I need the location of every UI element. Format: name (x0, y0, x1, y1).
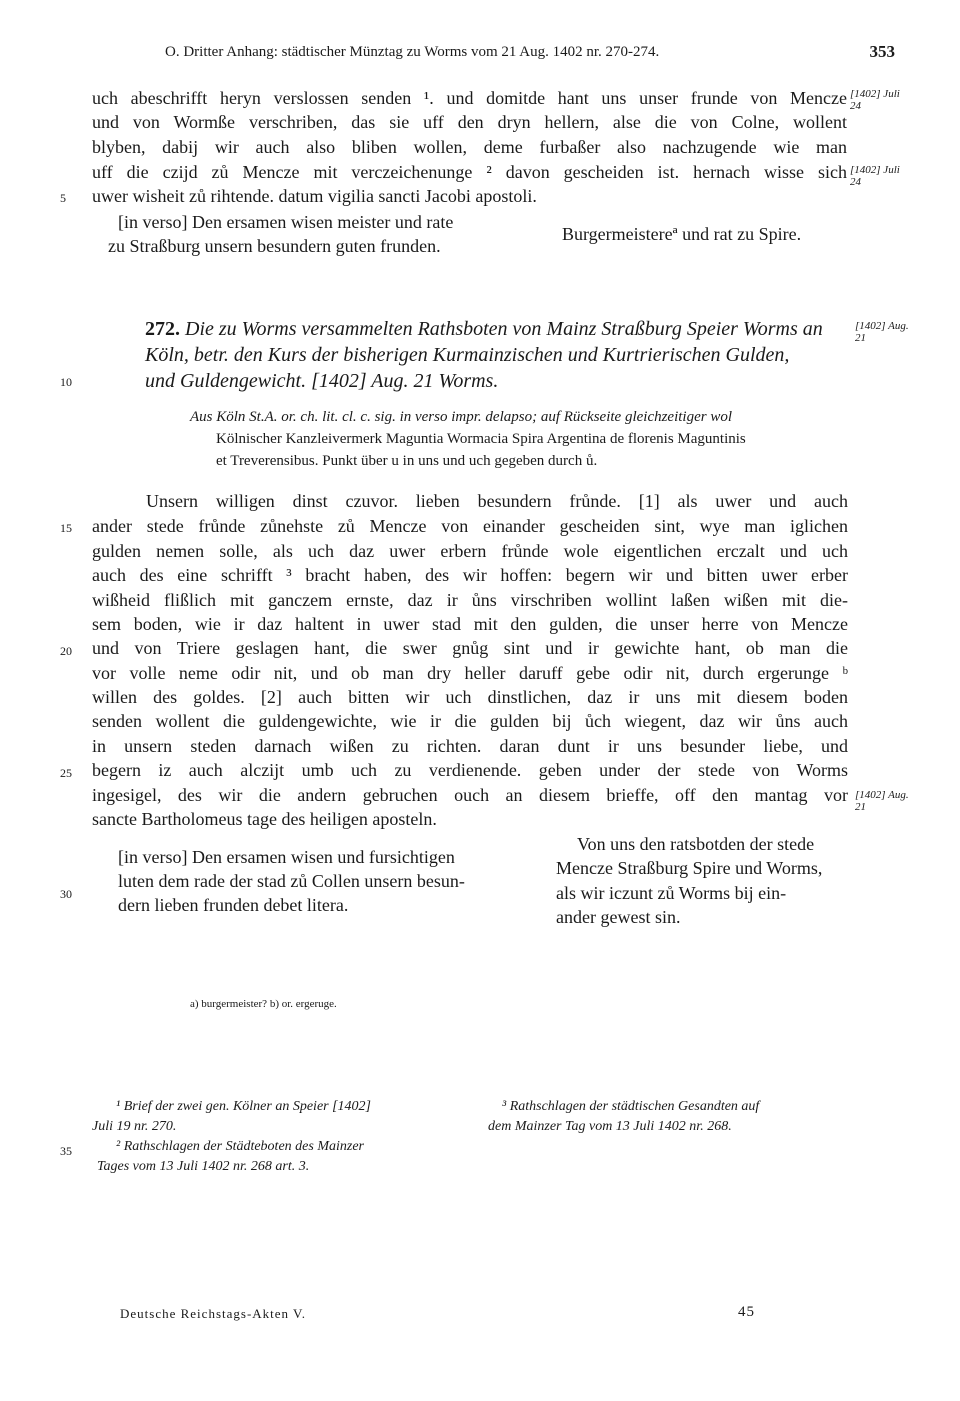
margin-date: [1402] Juli 24 (850, 164, 900, 188)
text-line: Unsern willigen dinst czuvor. lieben besundern frůnde. [1] als uwer und auch (146, 491, 848, 511)
running-title: O. Dritter Anhang: städtischer Münztag zu Worms vom 21 Aug. 1402 nr. 270-274. (165, 44, 660, 60)
text-line: auch des eine schrifft ³ bracht haben, des wir hoffen: begern wir und bitten uwer erber (92, 565, 848, 585)
text-line: willen des goldes. [2] auch bitten wir uch dinstlichen, daz ir uns mit diesem boden (92, 687, 848, 707)
text-line: uch abeschrifft heryn verslossen senden ¹. und domitde hant uns unser frunde von Mencze (92, 88, 847, 108)
footnote-line: Tages vom 13 Juli 1402 nr. 268 art. 3. (97, 1159, 310, 1174)
sender-line: ander gewest sin. (556, 907, 681, 927)
text-line: gulden nemen solle, als uch daz uwer erbern frůnde wole eigentlichen erczalt und uch (92, 541, 848, 561)
sender-line: Von uns den ratsbotden der stede (577, 834, 815, 854)
text-line: uwer wisheit zů rihtende. datum vigilia sancti Jacobi apostoli. (92, 186, 537, 206)
doc-number: 272. (145, 318, 180, 340)
page-number: 353 (869, 42, 895, 61)
source-line: Kölnischer Kanzleivermerk Maguntia Wormacia Spira Argentina de florenis Maguntinis (216, 431, 746, 447)
footnote-line: Juli 19 nr. 270. (92, 1119, 177, 1134)
line-number: 25 (60, 766, 72, 780)
footnote-line: ¹ Brief der zwei gen. Kölner an Speier [1402] (116, 1099, 372, 1114)
text-line: in unsern steden darnach wißen zu richten. daran dunt ir uns besunder liebe, und (92, 736, 848, 756)
text-line: blyben, dabij wir auch also bliben wollen, deme furbaßer also nachzugende wie man (92, 137, 847, 157)
text-line: sem boden, wie ir daz haltent in uwer stad mit den gulden, die unser herre von Mencze (92, 614, 848, 634)
text-line: wißheid flißlich mit ganczem ernste, daz ir ůns virschriben wollint laßen wißen mit die- (92, 590, 848, 610)
text-line: senden wollent die guldengewichte, wie ir die gulden bij ůch wiegent, daz wir ůns auch (92, 711, 848, 731)
text-line: uff die czijd zů Mencze mit verczeichenunge ² davon gescheiden ist. hernach wisse sich (92, 162, 847, 182)
text-line: ingesigel, des wir die andern gebruchen ouch an diesem brieffe, off den mantag vor (92, 785, 848, 805)
footnote-line: dem Mainzer Tag vom 13 Juli 1402 nr. 268. (488, 1119, 732, 1134)
line-number: 20 (60, 644, 72, 658)
footer-series: Deutsche Reichstags-Akten V. (120, 1306, 307, 1321)
sender-line: als wir iczunt zů Worms bij ein- (556, 883, 787, 903)
line-number: 35 (60, 1144, 72, 1158)
line-number: 10 (60, 375, 72, 389)
doc-title-line: Köln, betr. den Kurs der bisherigen Kurmainzischen und Kurtrierischen Gulden, (145, 344, 790, 366)
verso-address: zu Straßburg unsern besundern guten frunden. (108, 236, 441, 256)
doc-title-line (145, 318, 823, 341)
footnote-line: ³ Rathschlagen der städtischen Gesandten auf (502, 1099, 760, 1114)
line-number: 30 (60, 887, 72, 901)
doc-title-line: und Guldengewicht. [1402] Aug. 21 Worms. (145, 370, 499, 392)
text-line: sancte Bartholomeus tage des heiligen aposteln. (92, 809, 437, 829)
running-header (165, 44, 895, 61)
sender-line: Mencze Straßburg Spire und Worms, (556, 858, 823, 878)
margin-date: [1402] Aug. 21 (855, 789, 909, 813)
text-line: ander stede frůnde zůnehste zů Mencze von einander gescheiden sint, wye man iglichen (92, 516, 848, 536)
verso-line: [in verso] Den ersamen wisen und fursichtigen (118, 847, 455, 867)
sender-signature: Burgermeistereª und rat zu Spire. (562, 224, 802, 244)
text-line: und von Wormße verschriben, das sie uff den dryn hellern, alse die von Colne, wollent (92, 112, 847, 132)
source-line: et Treverensibus. Punkt über u in uns und uch gegeben durch ů. (216, 453, 598, 469)
doc-title: Die zu Worms versammelten Rathsboten von Mainz Straßburg Speier Worms an (185, 318, 823, 340)
verso-line: dern lieben frunden debet litera. (118, 895, 349, 915)
line-number: 15 (60, 521, 72, 535)
text-line: begern iz auch alczijt umb uch zu verdienende. geben under der stede von Worms (92, 760, 848, 780)
margin-date: [1402] Juli 24 (850, 88, 900, 112)
footer-sheet-number: 45 (738, 1304, 755, 1320)
text-line: und von Triere geslagen hant, die swer gnůg sint und ir gewichte hant, ob man die (92, 638, 848, 658)
footnote-line: ² Rathschlagen der Städteboten des Mainzer (116, 1139, 364, 1154)
text-line: vor volle neme odir nit, und ob man dry heller daruff gebe odir nit, durch ergerunge ᵇ (92, 663, 848, 683)
line-number: 5 (60, 191, 66, 205)
margin-date: [1402] Aug. 21 (855, 320, 909, 344)
textual-notes: a) burgermeister? b) or. ergeruge. (190, 998, 337, 1010)
source-line: Aus Köln St.A. or. ch. lit. cl. c. sig. in verso impr. delapso; auf Rückseite gleichzeitiger wol (190, 409, 733, 425)
verso-line: luten dem rade der stad zů Collen unsern besun- (118, 871, 465, 891)
verso-address: [in verso] Den ersamen wisen meister und rate (118, 212, 454, 232)
